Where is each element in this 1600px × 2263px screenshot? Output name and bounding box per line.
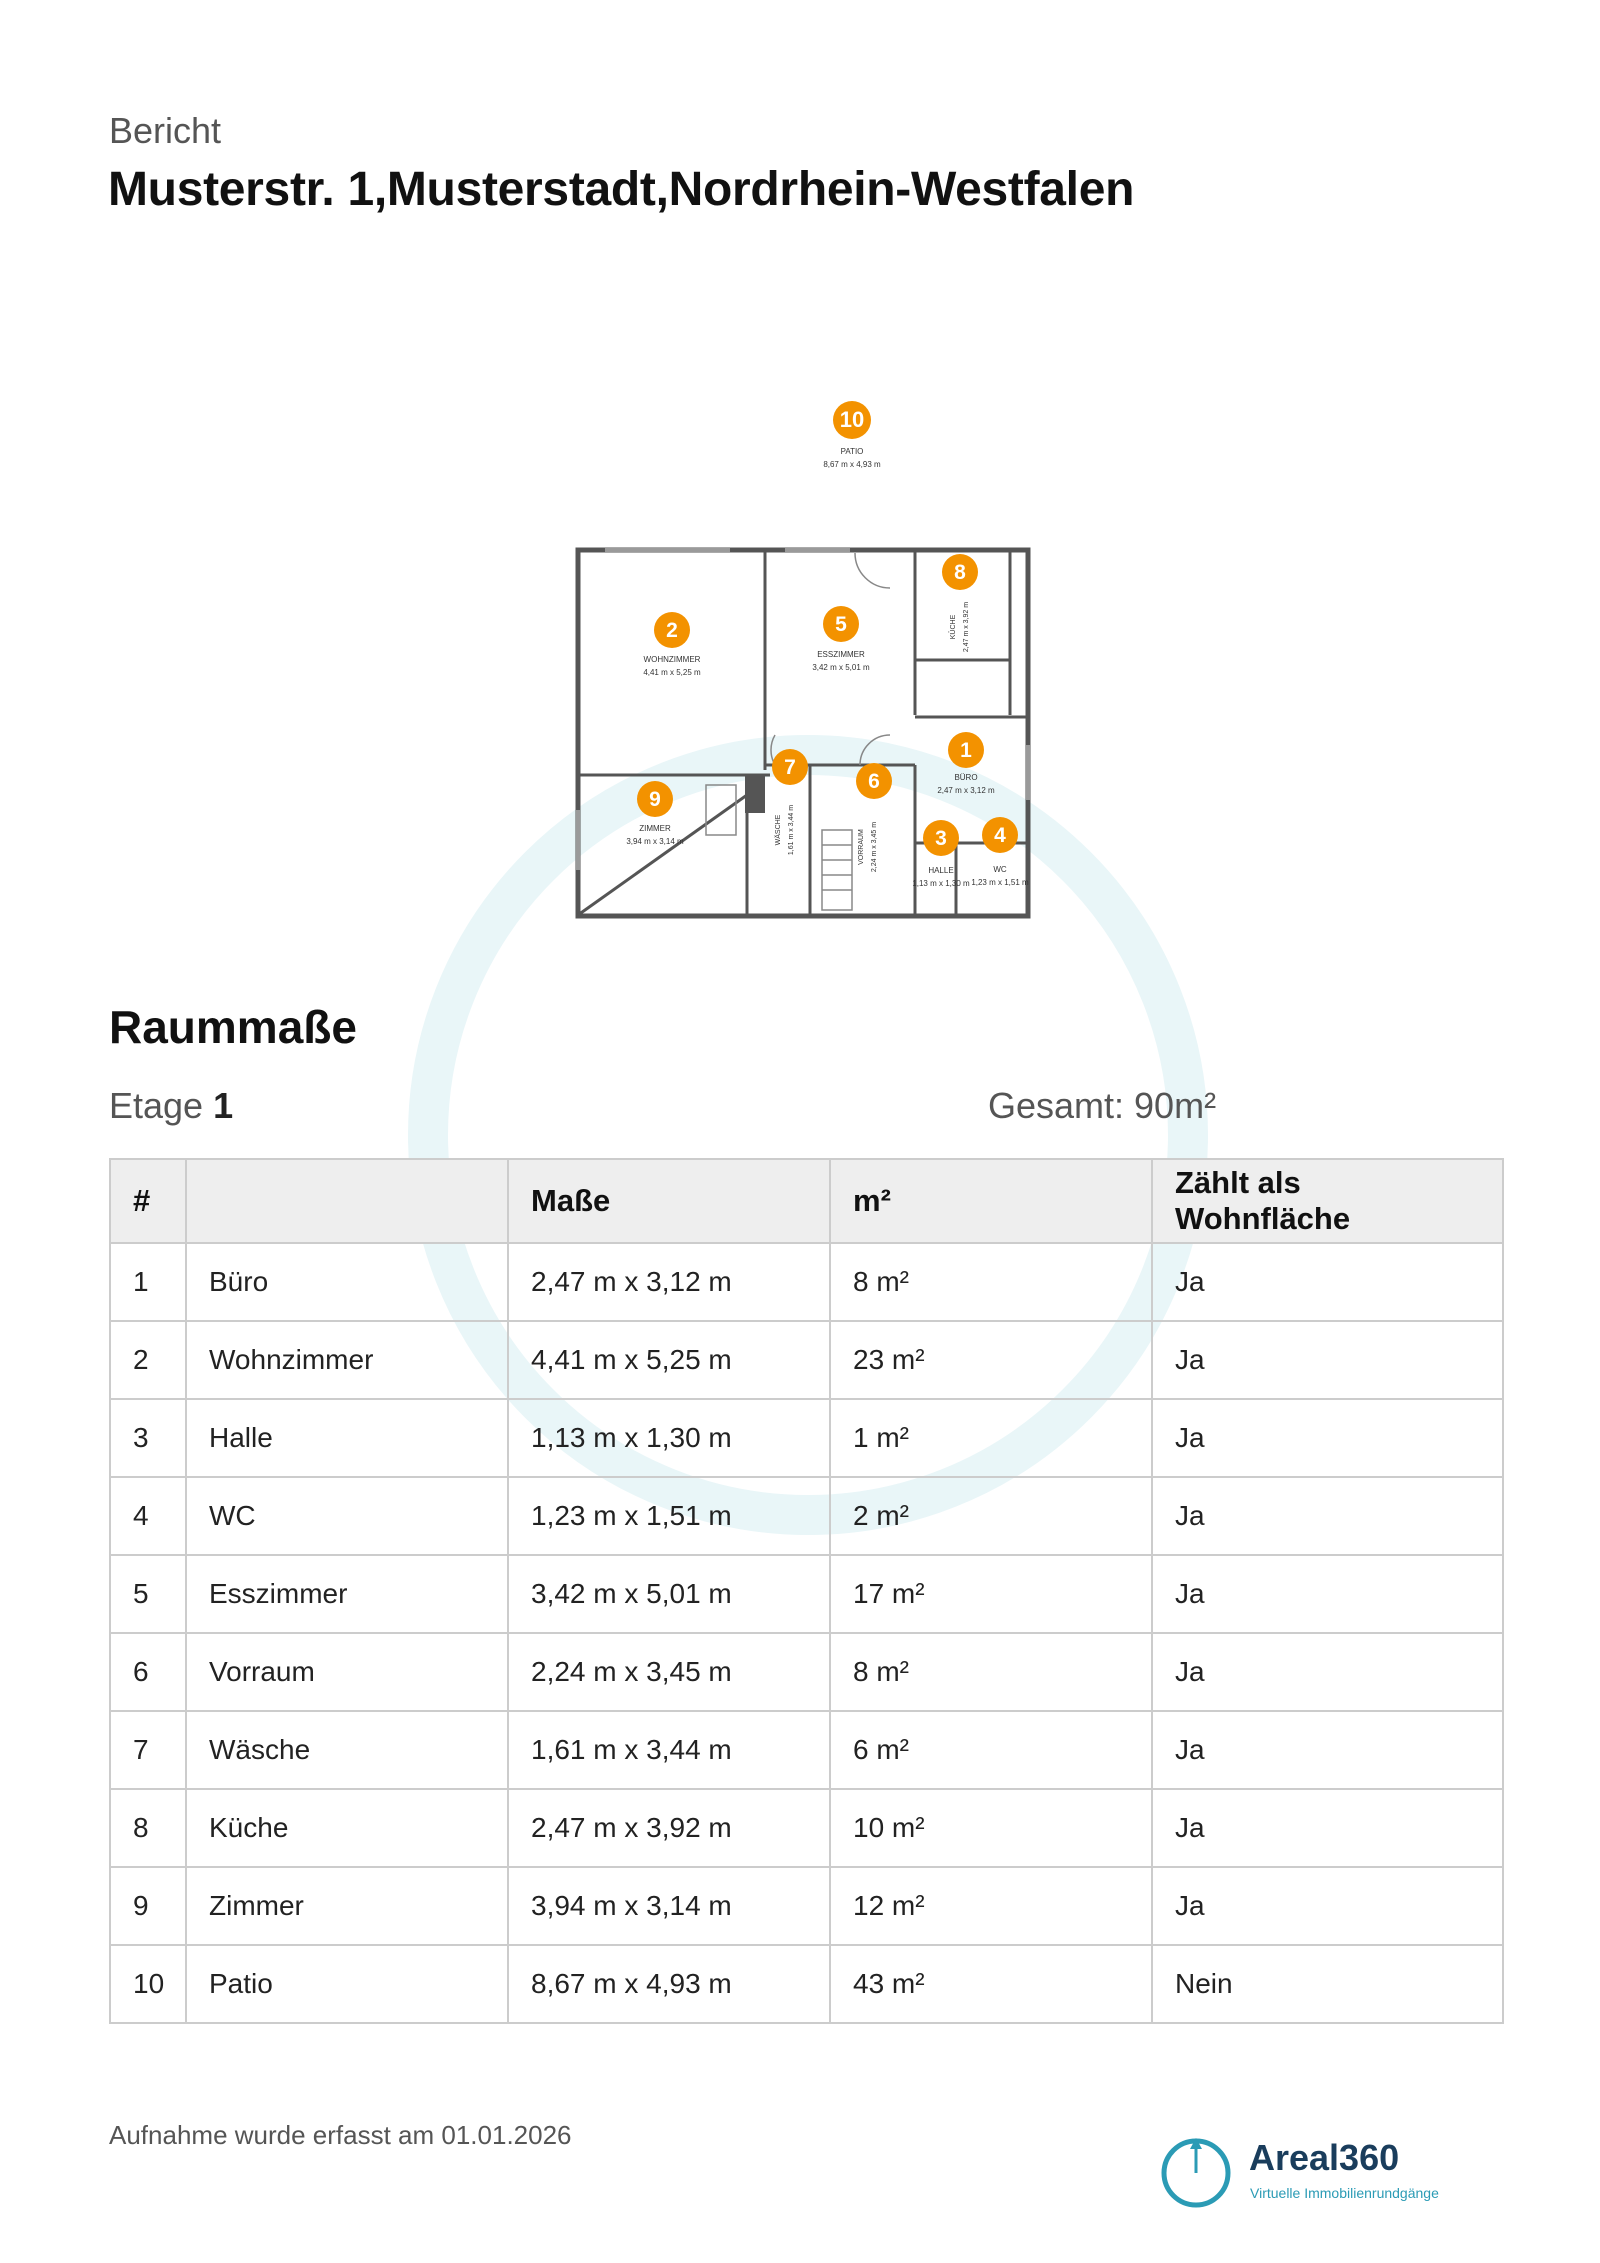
marker-9 (626, 781, 684, 846)
row-living-area: Ja (1152, 1711, 1503, 1789)
total-area: Gesamt: 90m² (988, 1085, 1217, 1126)
row-number: 3 (110, 1399, 186, 1477)
row-dimensions: 2,47 m x 3,12 m (508, 1243, 830, 1321)
marker-8 (942, 554, 978, 652)
row-dimensions: 4,41 m x 5,25 m (508, 1321, 830, 1399)
svg-text:10: 10 (839, 407, 865, 432)
marker-2 (643, 612, 701, 677)
table-row (110, 1321, 1503, 1399)
row-dimensions: 2,47 m x 3,92 m (508, 1789, 830, 1867)
row-area: 8 m² (830, 1243, 1152, 1321)
header-number: # (110, 1159, 186, 1243)
areal360-logo (1158, 2133, 1498, 2213)
row-number: 2 (110, 1321, 186, 1399)
table-row (110, 1789, 1503, 1867)
svg-text:2,47 m x 3,12 m: 2,47 m x 3,12 m (937, 786, 995, 795)
row-number: 9 (110, 1867, 186, 1945)
table-row (110, 1711, 1503, 1789)
svg-text:BÜRO: BÜRO (954, 773, 978, 782)
row-dimensions: 3,94 m x 3,14 m (508, 1867, 830, 1945)
header-area: m² (830, 1159, 1152, 1243)
header-living-area: Zählt als Wohnfläche (1152, 1159, 1503, 1243)
row-name: Büro (186, 1243, 508, 1321)
row-living-area: Ja (1152, 1867, 1503, 1945)
row-name: Zimmer (186, 1867, 508, 1945)
svg-text:6: 6 (868, 770, 880, 793)
svg-text:VORRAUM: VORRAUM (858, 829, 865, 865)
logo-tagline: Virtuelle Immobilienrundgänge (1250, 2185, 1439, 2201)
row-number: 6 (110, 1633, 186, 1711)
svg-text:8,67 m x 4,93 m: 8,67 m x 4,93 m (823, 460, 881, 469)
marker-7 (772, 749, 808, 855)
row-area: 23 m² (830, 1321, 1152, 1399)
table-header-row (110, 1159, 1503, 1243)
row-dimensions: 1,23 m x 1,51 m (508, 1477, 830, 1555)
marker-10 (823, 401, 881, 469)
row-number: 5 (110, 1555, 186, 1633)
header-dimensions: Maße (508, 1159, 830, 1243)
row-living-area: Ja (1152, 1477, 1503, 1555)
svg-text:ESSZIMMER: ESSZIMMER (817, 650, 865, 659)
svg-text:7: 7 (784, 756, 796, 779)
row-number: 4 (110, 1477, 186, 1555)
property-address: Musterstr. 1,Musterstadt,Nordrhein-Westfalen (108, 163, 1135, 216)
header-name (186, 1159, 508, 1243)
row-name: Halle (186, 1399, 508, 1477)
svg-text:PATIO: PATIO (840, 447, 864, 456)
svg-text:1,23 m x 1,51 m: 1,23 m x 1,51 m (971, 878, 1029, 887)
svg-text:4,41 m x 5,25 m: 4,41 m x 5,25 m (643, 668, 701, 677)
row-living-area: Ja (1152, 1633, 1503, 1711)
row-name: Wäsche (186, 1711, 508, 1789)
capture-date: Aufnahme wurde erfasst am 01.01.2026 (109, 2120, 572, 2150)
row-area: 17 m² (830, 1555, 1152, 1633)
marker-6 (856, 763, 892, 872)
row-dimensions: 3,42 m x 5,01 m (508, 1555, 830, 1633)
table-row (110, 1243, 1503, 1321)
row-living-area: Nein (1152, 1945, 1503, 2023)
svg-text:WOHNZIMMER: WOHNZIMMER (643, 655, 701, 664)
svg-text:3,42 m x 5,01 m: 3,42 m x 5,01 m (812, 663, 870, 672)
table-row (110, 1867, 1503, 1945)
table-row (110, 1945, 1503, 2023)
svg-text:4: 4 (994, 824, 1006, 847)
svg-text:9: 9 (649, 788, 661, 811)
row-number: 7 (110, 1711, 186, 1789)
row-living-area: Ja (1152, 1789, 1503, 1867)
table-row (110, 1633, 1503, 1711)
row-name: Esszimmer (186, 1555, 508, 1633)
marker-1 (937, 732, 995, 795)
row-number: 8 (110, 1789, 186, 1867)
row-dimensions: 1,61 m x 3,44 m (508, 1711, 830, 1789)
svg-text:2,47 m x 3,92 m: 2,47 m x 3,92 m (963, 601, 970, 653)
marker-4 (971, 817, 1029, 887)
svg-text:KÜCHE: KÜCHE (950, 614, 957, 640)
row-number: 1 (110, 1243, 186, 1321)
svg-text:WÄSCHE: WÄSCHE (775, 814, 782, 846)
row-area: 10 m² (830, 1789, 1152, 1867)
row-dimensions: 2,24 m x 3,45 m (508, 1633, 830, 1711)
svg-text:2,24 m x 3,45 m: 2,24 m x 3,45 m (871, 821, 878, 873)
table-row (110, 1399, 1503, 1477)
marker-3 (912, 820, 970, 888)
svg-text:ZIMMER: ZIMMER (639, 824, 671, 833)
row-area: 2 m² (830, 1477, 1152, 1555)
svg-text:1,61 m x 3,44 m: 1,61 m x 3,44 m (788, 804, 795, 856)
row-number: 10 (110, 1945, 186, 2023)
svg-text:HALLE: HALLE (928, 866, 954, 875)
areal360-ring-logo-icon (1158, 2133, 1234, 2209)
table-row (110, 1555, 1503, 1633)
row-area: 43 m² (830, 1945, 1152, 2023)
svg-text:8: 8 (954, 561, 966, 584)
svg-text:1: 1 (960, 739, 972, 762)
row-area: 12 m² (830, 1867, 1152, 1945)
row-living-area: Ja (1152, 1399, 1503, 1477)
row-area: 8 m² (830, 1633, 1152, 1711)
row-name: Wohnzimmer (186, 1321, 508, 1399)
section-title: Raummaße (109, 1001, 357, 1053)
report-label: Bericht (109, 110, 222, 151)
row-dimensions: 8,67 m x 4,93 m (508, 1945, 830, 2023)
row-name: Patio (186, 1945, 508, 2023)
row-area: 1 m² (830, 1399, 1152, 1477)
row-name: WC (186, 1477, 508, 1555)
svg-text:3: 3 (935, 827, 947, 850)
svg-text:2: 2 (666, 619, 678, 642)
marker-5 (812, 606, 870, 672)
row-dimensions: 1,13 m x 1,30 m (508, 1399, 830, 1477)
row-name: Vorraum (186, 1633, 508, 1711)
row-name: Küche (186, 1789, 508, 1867)
room-table (109, 1158, 1504, 2024)
floor-label: Etage 1 (109, 1085, 234, 1126)
svg-text:5: 5 (835, 613, 847, 636)
row-living-area: Ja (1152, 1243, 1503, 1321)
floorplan-markers (626, 401, 1029, 888)
table-row (110, 1477, 1503, 1555)
svg-text:1,13 m x 1,30 m: 1,13 m x 1,30 m (912, 879, 970, 888)
logo-name: Areal360 (1249, 2137, 1400, 2178)
floor-plan (560, 395, 1040, 925)
svg-text:3,94 m x 3,14 m: 3,94 m x 3,14 m (626, 837, 684, 846)
row-living-area: Ja (1152, 1555, 1503, 1633)
row-area: 6 m² (830, 1711, 1152, 1789)
row-living-area: Ja (1152, 1321, 1503, 1399)
svg-text:WC: WC (993, 865, 1007, 874)
